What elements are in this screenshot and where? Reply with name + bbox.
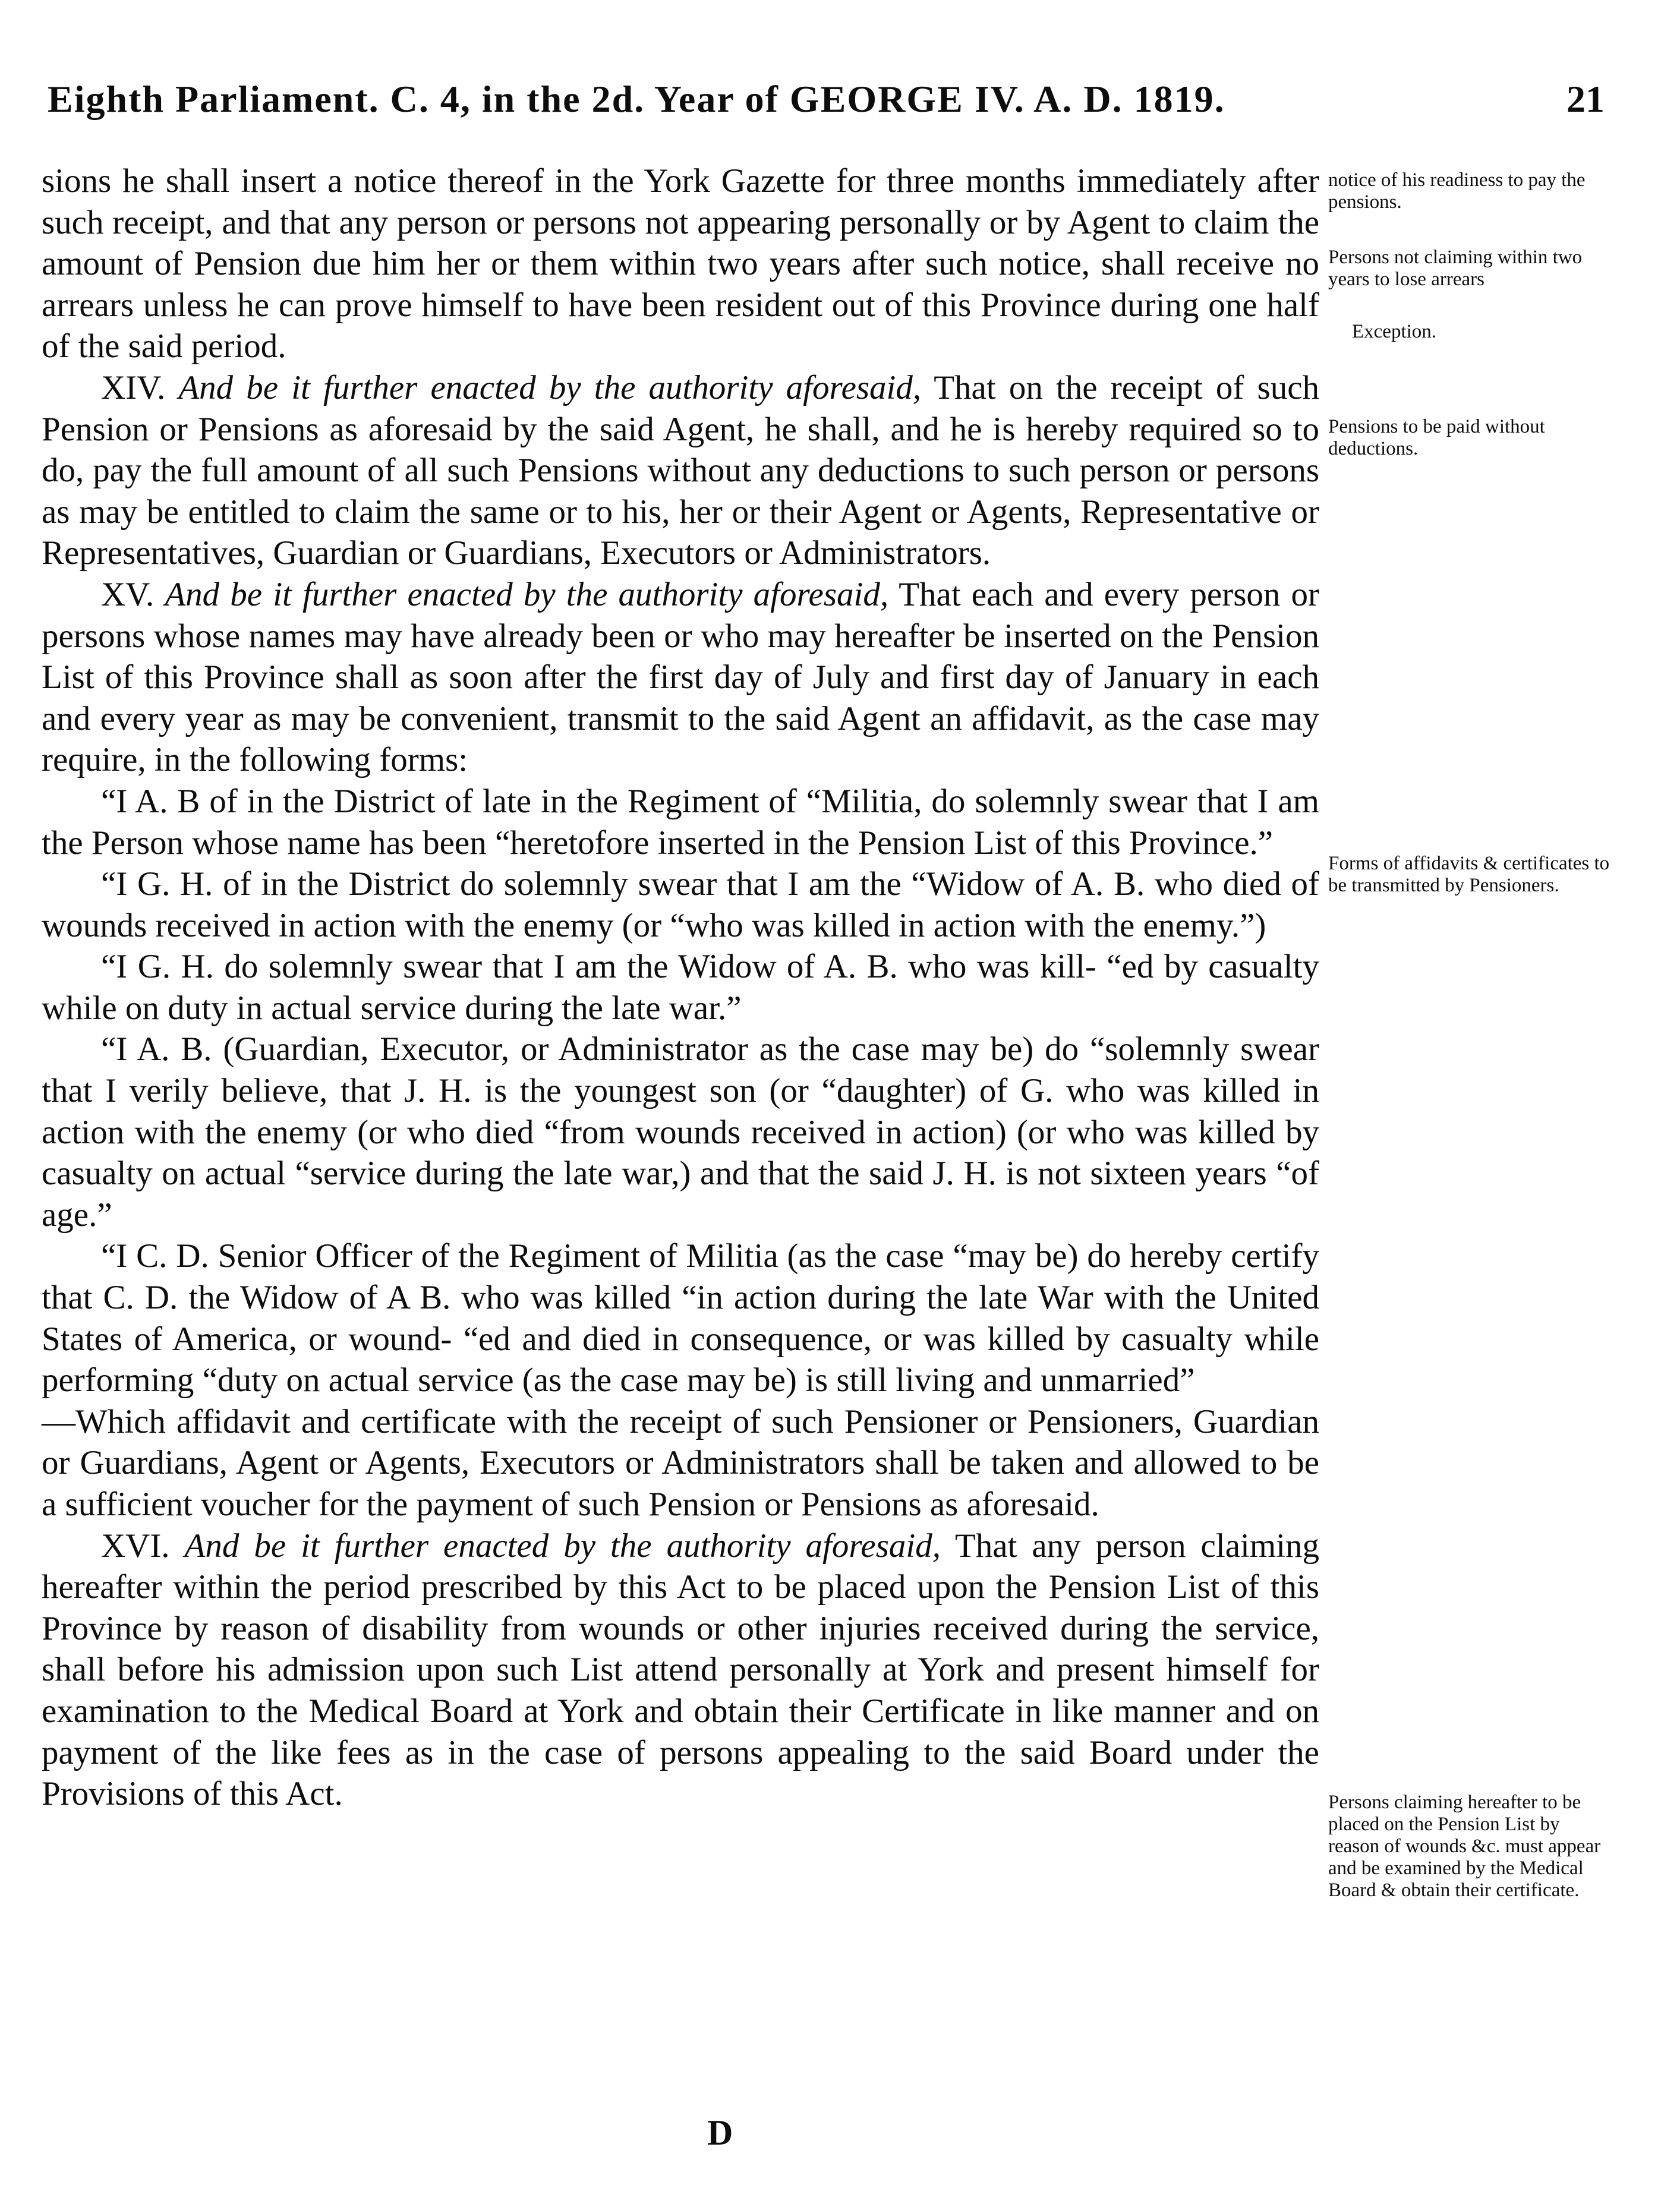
form-affidavit-widow-wounds: “I G. H. of in the District do solemnly swear that I am the “Widow of A. B. who died of wounds received in action with the enemy (or “who was killed in action with the enemy.”)	[42, 865, 1319, 944]
sidenote-deductions: Pensions to be paid without deductions.	[1328, 416, 1545, 459]
page-number: 21	[1566, 78, 1605, 120]
section-xiv	[42, 367, 1319, 574]
form-affidavit-pensioner: “I A. B of in the District of late in the Regiment of “Militia, do solemnly swear that I am the Person whose name has been “heretofore inserted in the Pension List of this Province.”	[42, 782, 1319, 862]
enacting-clause: And be it further enacted by the authority aforesaid,	[184, 1527, 941, 1565]
margin-notes	[1328, 0, 1613, 2207]
section-xvi	[42, 1525, 1319, 1815]
paragraph-continued	[42, 160, 1319, 367]
section-number: XIV.	[101, 368, 179, 406]
enacting-clause: And be it further enacted by the authority aforesaid,	[178, 368, 922, 406]
sidenote-arrears: Persons not claiming within two years to lose arrears	[1328, 247, 1583, 290]
sidenote-forms: Forms of affidavits & certificates to be transmitted by Pensioners.	[1328, 853, 1610, 896]
form-affidavit-guardian: “I A. B. (Guardian, Executor, or Administrator as the case may be) do “solemnly swear that I verily believe, that J. H. is the youngest son (or “daughter) of G. who was killed in action with the enemy (or who died “from wounds received in action) (or who was killed by casualty on actual “service during the late war,) and that the said J. H. is not sixteen years “of age.”	[42, 1030, 1319, 1234]
closing-paragraph: —Which affidavit and certificate with the receipt of such Pensioner or Pensioners, Guardian or Guardians, Agent or Agents, Executors or Administrators shall be taken and allowed to be a sufficient voucher for the payment of such Pension or Pensions as aforesaid.	[42, 1402, 1319, 1523]
section-text: That any person claiming hereafter within the period prescribed by this Act to be placed upon the Pension List of this Province by reason of disability from wounds or other injuries received during the service, shall before his admission upon such List attend personally at York and present himself for examination to the Medical Board at York and obtain their Certificate in like manner and on payment of the like fees as in the case of persons appealing to the said Board under the Provisions of this Act.	[42, 1527, 1320, 1813]
sidenote-claiming: Persons claiming hereafter to be placed on the Pension List by reason of wounds &c. must appear and be examined by the Medical Board & obtain their certificate.	[1328, 1792, 1601, 1901]
signature-mark: D	[707, 2113, 733, 2152]
sidenote-exception: Exception.	[1352, 321, 1437, 342]
section-number: XV.	[101, 575, 165, 613]
sidenote-notice: notice of his readiness to pay the pensions.	[1328, 169, 1586, 213]
form-certificate-officer: “I C. D. Senior Officer of the Regiment of Militia (as the case “may be) do hereby certify that C. D. the Widow of A B. who was killed “in action during the late War with the United States of America, or wound- “ed and died in consequence, or was killed by casualty while performing “duty on actual service (as the case may be) is still living and unmarried”	[42, 1237, 1319, 1399]
form-affidavit-widow-casualty: “I G. H. do solemnly swear that I am the Widow of A. B. who was kill- “ed by casualty while on duty in actual service during the late war.”	[42, 948, 1319, 1027]
main-text	[42, 160, 1319, 1815]
paragraph-text: sions he shall insert a notice thereof in the York Gazette for three months immediately after such receipt, and that any person or persons not appearing personally or by Agent to claim the amount of Pension due him her or them within two years after such notice, shall receive no arrears unless he can prove himself to have been resident out of this Province during one half of the said period.	[42, 162, 1319, 365]
running-head: Eighth Parliament. C. 4, in the 2d. Year of GEORGE IV. A. D. 1819.	[48, 78, 1225, 120]
section-text: That on the receipt of such Pension or Pensions as aforesaid by the said Agent, he shall, and he is hereby required so to do, pay the full amount of all such Pensions without any deductions to such person or persons as may be entitled to claim the same or to his, her or their Agent or Agents, Representative or Representatives, Guardian or Guardians, Executors or Administrators.	[42, 368, 1319, 572]
section-text: That each and every person or persons whose names may have already been or who may hereafter be inserted on the Pension List of this Province shall as soon after the first day of July and first day of January in each and every year as may be convenient, transmit to the said Agent an affidavit, as the case may require, in the following forms:	[42, 575, 1319, 779]
enacting-clause: And be it further enacted by the authority aforesaid,	[165, 575, 889, 613]
section-xv	[42, 574, 1319, 781]
section-number: XVI.	[101, 1527, 185, 1565]
